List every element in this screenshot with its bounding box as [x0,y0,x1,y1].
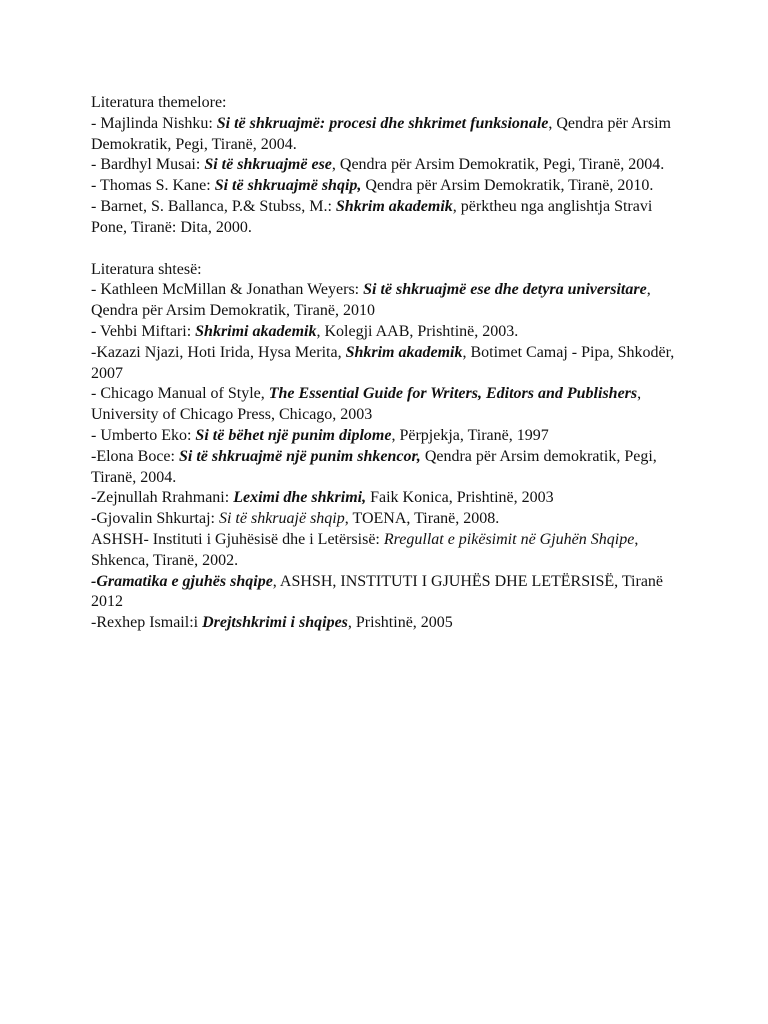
reference-publisher: , Qendra për Arsim Demokratik, Tiranë, 2010 [91,281,651,320]
reference-author: - Chicago Manual of Style, [91,385,269,403]
additional-reference-item [91,488,691,509]
reference-publisher: , University of Chicago Press, Chicago, 2003 [91,385,642,424]
reference-title: Leximi dhe shkrimi, [233,489,367,507]
reference-publisher: , Qendra për Arsim Demokratik, Pegi, Tiranë, 2004. [91,114,671,153]
document-body [91,93,691,634]
reference-author: -Rexhep Ismail:i [91,614,203,632]
reference-author: -Elona Boce: [91,447,179,465]
reference-title: The Essential Guide for Writers, Editors and Publishers [268,385,638,403]
reference-publisher: , Qendra për Arsim Demokratik, Pegi, Tiranë, 2004. [331,156,665,174]
additional-reference-item [91,426,691,447]
reference-title: Si të shkruajë shqip [218,510,345,528]
reference-author: -Kazazi Njazi, Hoti Irida, Hysa Merita, [91,343,346,361]
reference-publisher: Qendra për Arsim Demokratik, Tiranë, 2010. [361,177,654,195]
reference-author: - Vehbi Miftari: [91,322,196,340]
section-spacer [91,239,691,260]
additional-reference-item [91,384,691,426]
reference-publisher: , përktheu nga anglishtja Stravi Pone, Tiranë: Dita, 2000. [91,197,653,236]
reference-author: ASHSH- Instituti i Gjuhësisë dhe i Letërsisë: [91,530,384,548]
reference-publisher: , Prishtinë, 2005 [347,614,453,632]
reference-publisher: , TOENA, Tiranë, 2008. [344,510,500,528]
reference-author: - Bardhyl Musai: [91,156,205,174]
reference-publisher: , ASHSH, INSTITUTI I GJUHËS DHE LETËRSISË, Tiranë 2012 [91,572,664,611]
reference-author: - Barnet, S. Ballanca, P.& Stubss, M.: [91,197,336,215]
reference-title: Drejtshkrimi i shqipes [202,614,348,632]
additional-reference-item [91,322,691,343]
reference-title: Shkrim akademik [345,343,463,361]
additional-reference-item [91,343,691,385]
reference-title: Si të shkruajmë ese dhe detyra universitare [363,281,647,299]
reference-title: Rregullat e pikësimit në Gjuhën Shqipe [383,530,635,548]
basic-literature-list [91,114,691,239]
reference-author: -Zejnullah Rrahmani: [91,489,234,507]
reference-publisher: , Botimet Camaj - Pipa, Shkodër, 2007 [91,343,675,382]
reference-title: Si të shkruajmë ese [204,156,332,174]
reference-publisher: , Shkenca, Tiranë, 2002. [91,530,639,569]
reference-author: - Majlinda Nishku: [91,114,217,132]
additional-reference-item [91,280,691,322]
basic-reference-item [91,155,691,176]
additional-literature-heading: Literatura shtesë: [91,260,202,278]
additional-reference-item [91,447,691,489]
basic-literature-heading: Literatura themelore: [91,94,227,111]
reference-title: Shkrimi akademik [195,322,317,340]
additional-literature-list [91,280,691,634]
reference-title: Si të shkruajmë: procesi dhe shkrimet funksionale [216,114,549,132]
reference-publisher: , Kolegji AAB, Prishtinë, 2003. [316,322,519,340]
reference-author: - Umberto Eko: [91,426,196,444]
reference-author: - Thomas S. Kane: [91,177,215,195]
reference-publisher: , Përpjekja, Tiranë, 1997 [391,426,549,444]
reference-publisher: Faik Konica, Prishtinë, 2003 [366,489,554,507]
reference-title: Si të shkruajmë një punim shkencor, [178,447,421,465]
reference-publisher: Qendra për Arsim demokratik, Pegi, Tiranë, 2004. [91,447,657,486]
basic-reference-item [91,114,691,156]
additional-reference-item [91,613,691,634]
reference-title: Si të shkruajmë shqip, [214,177,362,195]
reference-title: Shkrim akademik [335,197,453,215]
basic-reference-item [91,197,691,239]
additional-reference-item [91,572,691,614]
reference-author: -Gjovalin Shkurtaj: [91,510,219,528]
additional-reference-item [91,530,691,572]
reference-title: -Gramatika e gjuhës shqipe [91,572,273,590]
basic-reference-item [91,176,691,197]
reference-title: Si të bëhet një punim diplome [195,426,392,444]
reference-author: - Kathleen McMillan & Jonathan Weyers: [91,281,364,299]
additional-reference-item [91,509,691,530]
